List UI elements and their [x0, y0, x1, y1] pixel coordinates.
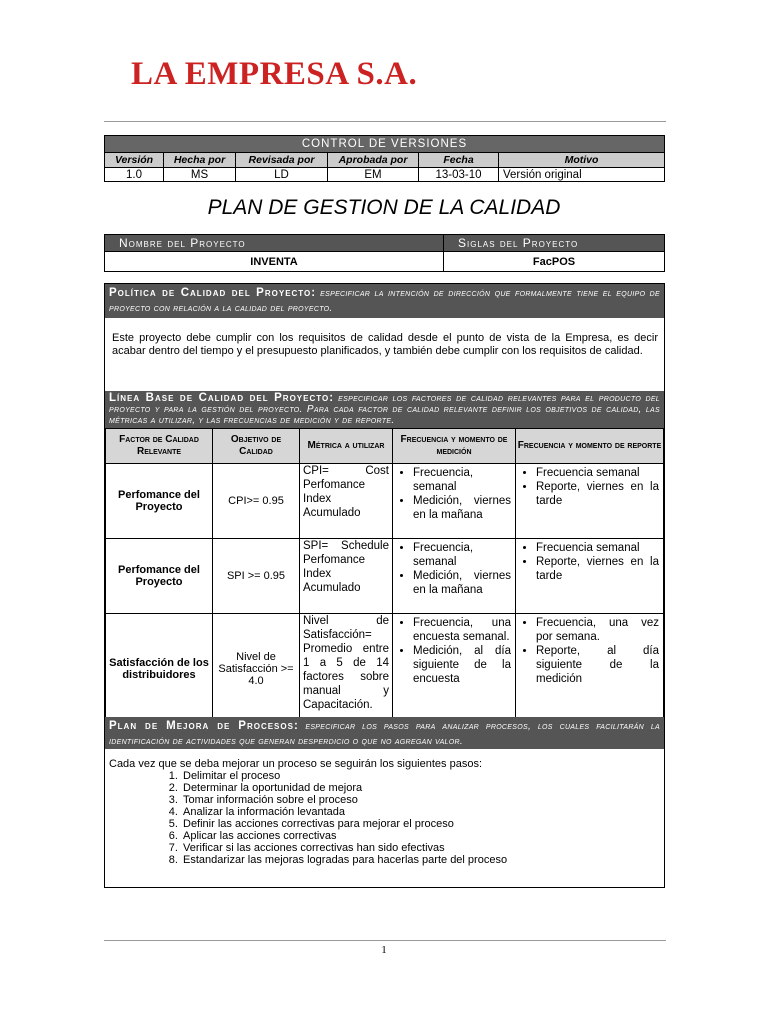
- baseline-measure-list: [395, 466, 511, 522]
- baseline-header: [105, 391, 664, 428]
- baseline-description: especificar los factores de calidad relevantes para el producto del proyecto y para la gestión del proyecto. Para cada factor de calidad relevante definir los objetivos de calidad, las métricas a utilizar, y las frecuencias de medición y de reporte.: [109, 393, 660, 426]
- baseline-measure-list: [395, 616, 511, 686]
- policy-title: Política de Calidad del Proyecto:: [109, 287, 317, 299]
- baseline-objective: CPI>= 0.95: [213, 464, 300, 539]
- baseline-header-objective: Objetivo de Calidad: [213, 429, 300, 464]
- versions-header-reviewed-by: Revisada por: [236, 153, 328, 168]
- baseline-report-list: [518, 616, 659, 686]
- baseline-measure-item: • Medición, viernes en la mañana: [413, 569, 511, 597]
- baseline-row: [106, 539, 664, 614]
- baseline-report-item: • Reporte, al día siguiente de la medición: [536, 644, 659, 686]
- baseline-measure-list: [395, 541, 511, 597]
- improvement-steps-list: [109, 770, 659, 866]
- improvement-step: 1. Delimitar el proceso: [181, 770, 659, 782]
- policy-description: especificar la intención de dirección que formalmente tiene el equipo de proyecto con relación a la calidad del proyecto.: [109, 288, 661, 314]
- policy-body: Este proyecto debe cumplir con los requisitos de calidad desde el punto de vista de la Empresa, es decir acabar dentro del tiempo y el presupuesto planificados, y también debe cumplir con los requisitos de calidad.: [112, 332, 658, 357]
- versions-cell: 13-03-10: [419, 168, 499, 182]
- versions-header-version: Versión: [105, 153, 164, 168]
- baseline-measure-item: • Frecuencia, semanal: [413, 466, 511, 494]
- page-number: 1: [381, 944, 387, 956]
- project-acronym: FacPOS: [444, 252, 665, 272]
- versions-cell: EM: [328, 168, 419, 182]
- versions-header-approved-by: Aprobada por: [328, 153, 419, 168]
- baseline-report-item: • Frecuencia, una vez por semana.: [536, 616, 659, 644]
- versions-caption: CONTROL DE VERSIONES: [105, 136, 665, 153]
- versions-header-made-by: Hecha por: [164, 153, 236, 168]
- baseline-row: [106, 614, 664, 725]
- improvement-intro: Cada vez que se deba mejorar un proceso se seguirán los siguientes pasos:: [109, 758, 483, 770]
- baseline-metric: Nivel de Satisfacción= Promedio entre 1 a 5 de 14 factores sobre manual y Capacitación.: [300, 614, 393, 725]
- baseline-header-factor: Factor de Calidad Relevante: [106, 429, 213, 464]
- document-title: PLAN DE GESTION DE LA CALIDAD: [207, 196, 561, 219]
- company-logo-text: LA EMPRESA S.A.: [131, 56, 418, 92]
- baseline-metric: CPI= Cost Perfomance Index Acumulado: [300, 464, 393, 539]
- improvement-step: 4. Analizar la información levantada: [181, 806, 659, 818]
- project-acronym-label: Siglas del Proyecto: [444, 235, 665, 252]
- baseline-objective: Nivel de Satisfacción >= 4.0: [213, 614, 300, 725]
- quality-baseline-table: [105, 428, 664, 725]
- versions-row: [105, 168, 665, 182]
- baseline-metric: SPI= Schedule Perfomance Index Acumulado: [300, 539, 393, 614]
- improvement-step: 2. Determinar la oportunidad de mejora: [181, 782, 659, 794]
- quality-plan-box: [104, 283, 665, 888]
- baseline-row: [106, 464, 664, 539]
- project-name: INVENTA: [105, 252, 444, 272]
- versions-header-date: Fecha: [419, 153, 499, 168]
- improvement-step: 7. Verificar si las acciones correctivas han sido efectivas: [181, 842, 659, 854]
- versions-cell: MS: [164, 168, 236, 182]
- versions-cell: LD: [236, 168, 328, 182]
- improvement-header: [105, 717, 664, 749]
- baseline-measure-item: • Medición, viernes en la mañana: [413, 494, 511, 522]
- improvement-title: Plan de Mejora de Procesos:: [109, 720, 299, 732]
- baseline-factor: Perfomance del Proyecto: [106, 539, 213, 614]
- baseline-measure-item: • Frecuencia, semanal: [413, 541, 511, 569]
- baseline-factor: Satisfacción de los distribuidores: [106, 614, 213, 725]
- project-table: [104, 234, 665, 272]
- versions-table: [104, 135, 665, 182]
- baseline-objective: SPI >= 0.95: [213, 539, 300, 614]
- baseline-report-list: [518, 541, 659, 583]
- improvement-body: [109, 758, 659, 866]
- baseline-report-item: • Reporte, viernes en la tarde: [536, 480, 659, 508]
- header-rule: [104, 121, 666, 122]
- footer-rule: [104, 940, 666, 941]
- improvement-description: especificar los pasos para analizar procesos, los cuales facilitarán la identificación de actividades que generan desperdicio o que no agregan valor.: [109, 721, 660, 747]
- baseline-header-measure-frequency: Frecuencia y momento de medición: [393, 429, 516, 464]
- baseline-report-item: • Frecuencia semanal: [536, 466, 659, 480]
- baseline-report-item: • Frecuencia semanal: [536, 541, 659, 555]
- versions-cell: Versión original: [499, 168, 665, 182]
- versions-header-reason: Motivo: [499, 153, 665, 168]
- baseline-measure-item: • Medición, al día siguiente de la encuesta: [413, 644, 511, 686]
- improvement-step: 3. Tomar información sobre el proceso: [181, 794, 659, 806]
- improvement-step: 5. Definir las acciones correctivas para mejorar el proceso: [181, 818, 659, 830]
- baseline-title: Línea Base de Calidad del Proyecto:: [109, 392, 335, 404]
- baseline-report-list: [518, 466, 659, 508]
- policy-header: [105, 284, 664, 318]
- project-name-label: Nombre del Proyecto: [105, 235, 444, 252]
- improvement-step: 8. Estandarizar las mejoras logradas para hacerlas parte del proceso: [181, 854, 659, 866]
- baseline-measure-item: • Frecuencia, una encuesta semanal.: [413, 616, 511, 644]
- baseline-report-item: • Reporte, viernes en la tarde: [536, 555, 659, 583]
- versions-cell: 1.0: [105, 168, 164, 182]
- baseline-header-report-frequency: Frecuencia y momento de reporte: [516, 429, 664, 464]
- improvement-step: 6. Aplicar las acciones correctivas: [181, 830, 659, 842]
- baseline-header-metric: Métrica a utilizar: [300, 429, 393, 464]
- baseline-factor: Perfomance del Proyecto: [106, 464, 213, 539]
